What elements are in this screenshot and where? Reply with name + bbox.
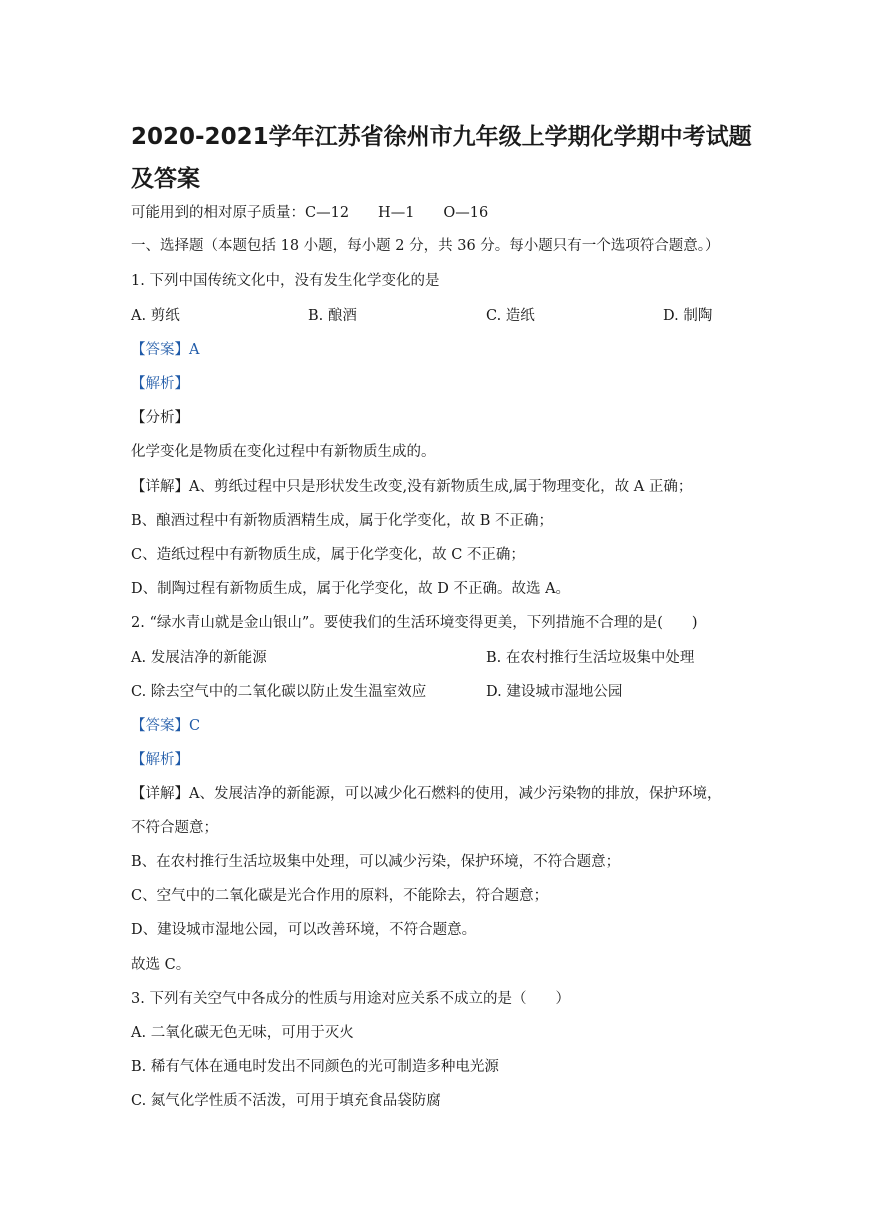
- q1-answer: 【答案】A: [131, 342, 200, 358]
- q2-detail-c: C、空气中的二氧化碳是光合作用的原料，不能除去，符合题意；: [131, 888, 549, 904]
- document-title-line-1: 2020-2021学年江苏省徐州市九年级上学期化学期中考试题: [131, 124, 752, 150]
- q3-option-c: C. 氮气化学性质不活泼，可用于填充食品袋防腐: [131, 1093, 441, 1109]
- q3-option-a: A. 二氧化碳无色无味，可用于灭火: [131, 1025, 354, 1041]
- q2-detail-a-cont: 不符合题意；: [131, 820, 218, 836]
- q2-conclusion: 故选 C。: [131, 957, 191, 973]
- section-heading: 一、选择题（本题包括 18 小题，每小题 2 分，共 36 分。每小题只有一个选项符合题意。）: [131, 238, 720, 254]
- q2-option-b: B. 在农村推行生活垃圾集中处理: [486, 650, 695, 666]
- q1-option-d: D. 制陶: [663, 308, 713, 324]
- q2-detail-d: D、建设城市湿地公园，可以改善环境，不符合题意。: [131, 922, 477, 938]
- q1-detail-b: B、酿酒过程中有新物质酒精生成，属于化学变化，故 B 不正确；: [131, 513, 554, 529]
- q2-detail-a: 【详解】A、发展洁净的新能源，可以减少化石燃料的使用，减少污染物的排放，保护环境，: [131, 786, 722, 802]
- q1-explanation-label: 【解析】: [131, 376, 189, 392]
- q2-answer: 【答案】C: [131, 718, 201, 734]
- document-title-line-2: 及答案: [131, 166, 200, 192]
- q2-detail-b: B、在农村推行生活垃圾集中处理，可以减少污染，保护环境，不符合题意；: [131, 854, 621, 870]
- q1-option-b: B. 酿酒: [308, 308, 357, 324]
- q1-detail-a: 【详解】A、剪纸过程中只是形状发生改变,没有新物质生成,属于物理变化，故 A 正确；: [131, 479, 693, 495]
- q3-stem: 3. 下列有关空气中各成分的性质与用途对应关系不成立的是（ ）: [131, 991, 570, 1007]
- q1-detail-d: D、制陶过程有新物质生成，属于化学变化，故 D 不正确。故选 A。: [131, 581, 571, 597]
- q1-option-c: C. 造纸: [486, 308, 535, 324]
- q1-detail-c: C、造纸过程中有新物质生成，属于化学变化，故 C 不正确；: [131, 547, 525, 563]
- q1-analysis-text: 化学变化是物质在变化过程中有新物质生成的。: [131, 444, 436, 460]
- q2-explanation-label: 【解析】: [131, 752, 189, 768]
- q1-analysis-label: 【分析】: [131, 410, 189, 426]
- atomic-mass-note: 可能用到的相对原子质量：C—12 H—1 O—16: [131, 205, 489, 221]
- q2-stem: 2. “绿水青山就是金山银山”。要使我们的生活环境变得更美，下列措施不合理的是( ): [131, 615, 698, 631]
- q2-option-c: C. 除去空气中的二氧化碳以防止发生温室效应: [131, 684, 427, 700]
- q2-option-a: A. 发展洁净的新能源: [131, 650, 267, 666]
- q2-option-d: D. 建设城市湿地公园: [486, 684, 623, 700]
- q1-option-a: A. 剪纸: [131, 308, 180, 324]
- q3-option-b: B. 稀有气体在通电时发出不同颜色的光可制造多种电光源: [131, 1059, 499, 1075]
- q1-stem: 1. 下列中国传统文化中，没有发生化学变化的是: [131, 273, 440, 289]
